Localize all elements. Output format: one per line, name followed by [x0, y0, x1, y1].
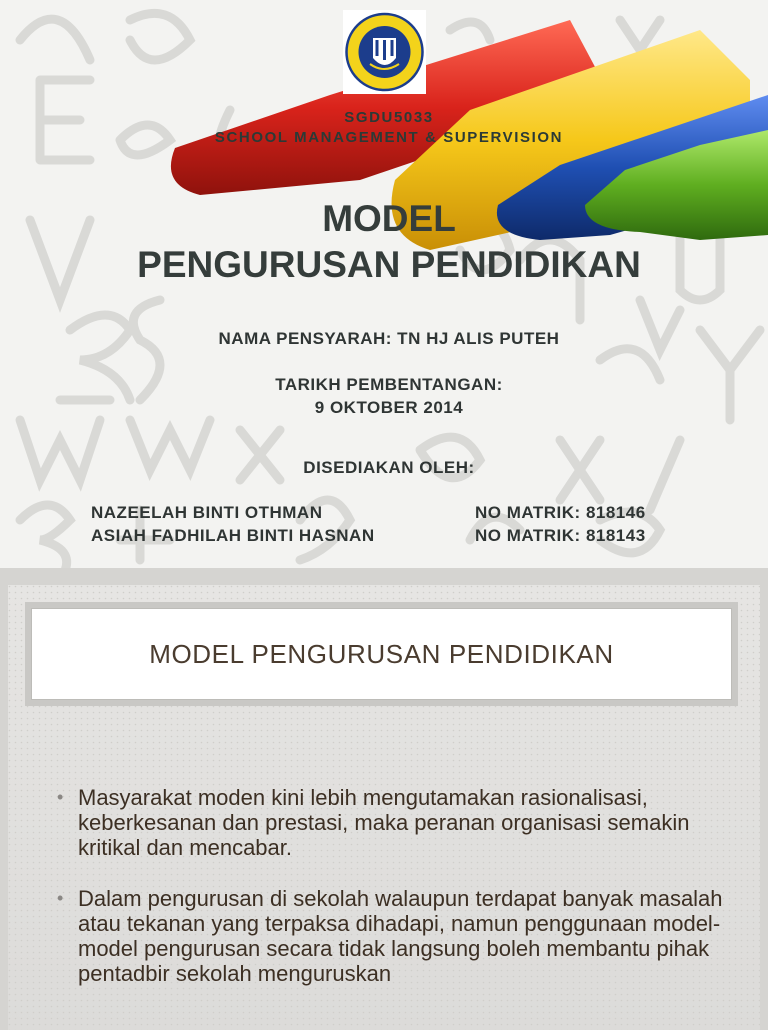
bullet-icon: • — [57, 888, 64, 908]
date-label: TARIKH PEMBENTANGAN: — [275, 375, 503, 394]
slide-title-frame — [25, 602, 738, 706]
author-matric: NO MATRIK: 818143 — [475, 526, 646, 545]
author-name: NAZEELAH BINTI OTHMAN — [91, 503, 323, 522]
bullet-item — [54, 886, 744, 986]
bullet-text: Masyarakat moden kini lebih mengutamakan rasionalisasi, keberkesanan dan prestasi, maka peranan organisasi semakin kritikal dan mencabar. — [78, 785, 690, 860]
bullet-list — [54, 785, 744, 986]
bullet-icon: • — [57, 787, 64, 807]
prepared-by-label: DISEDIAKAN OLEH: — [303, 458, 475, 477]
author-name: ASIAH FADHILAH BINTI HASNAN — [91, 526, 375, 545]
bullet-item — [54, 785, 744, 860]
slide-title-box — [31, 608, 732, 700]
author-matric: NO MATRIK: 818146 — [475, 503, 646, 522]
lecturer-label: NAMA PENSYARAH: TN HJ ALIS PUTEH — [218, 329, 560, 348]
course-name: SCHOOL MANAGEMENT & SUPERVISION — [214, 129, 564, 146]
bullet-text: Dalam pengurusan di sekolah walaupun terdapat banyak masalah atau tekanan yang terpaksa dihadapi, namun penggunaan model-model pengurusan secara tidak langsung boleh membantu pihak pentadbir sekolah menguruskan — [78, 886, 723, 986]
main-title-line2: PENGURUSAN PENDIDIKAN — [137, 244, 641, 285]
slide-title: MODEL PENGURUSAN PENDIDIKAN — [149, 638, 614, 669]
main-title-line1: MODEL — [322, 198, 456, 239]
content-slide — [8, 585, 760, 1030]
date-value: 9 OKTOBER 2014 — [314, 398, 464, 417]
course-code: SGDU5033 — [344, 109, 434, 126]
uum-logo-icon — [343, 10, 426, 94]
university-logo — [343, 10, 426, 94]
